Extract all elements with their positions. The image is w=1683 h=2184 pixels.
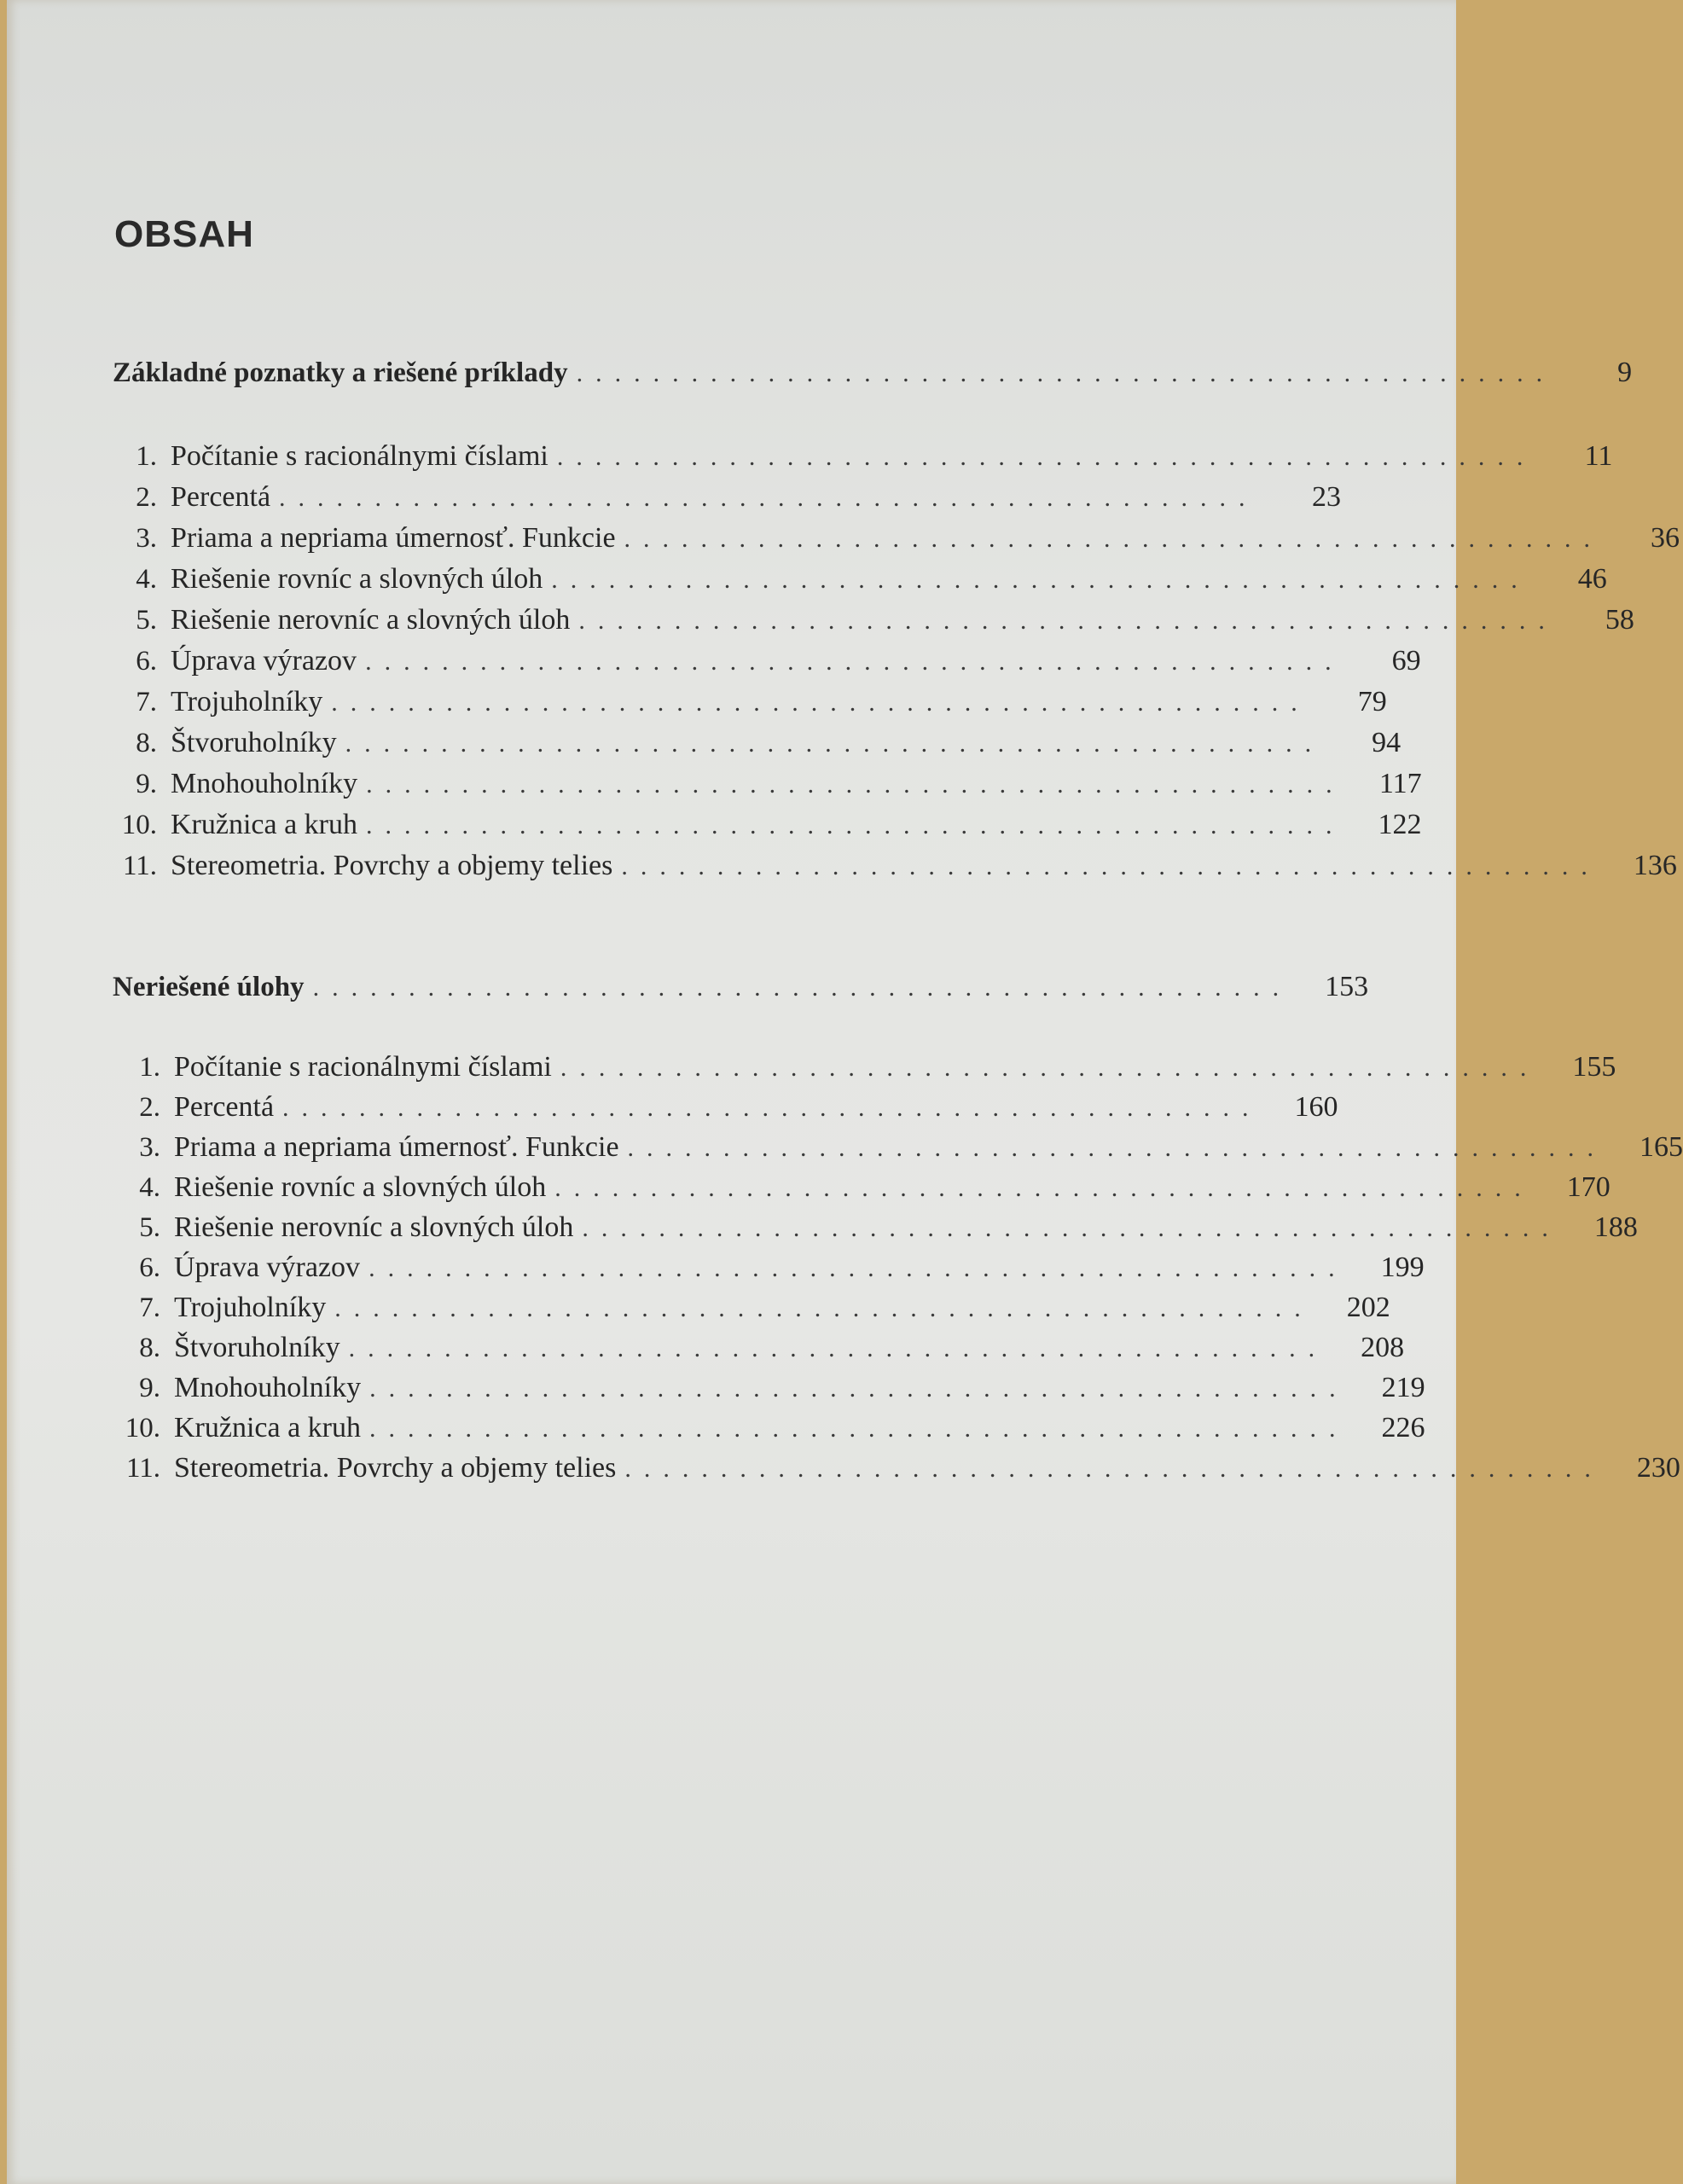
toc-page-number: 155 — [1572, 1051, 1616, 1083]
leader-dots: ................................................... — [576, 359, 1556, 387]
toc-entry — [116, 1091, 1336, 1129]
toc-entry-title: Priama a nepriama úmernosť. Funkcie — [174, 1131, 619, 1163]
toc-entry — [116, 1211, 1638, 1249]
toc-entry-number: 6. — [136, 646, 157, 677]
toc-entry-number: 2. — [139, 1092, 160, 1123]
toc-page-number: 219 — [1381, 1372, 1425, 1403]
toc-entry — [116, 1051, 1616, 1089]
leader-dots: ................................................... — [369, 1414, 1349, 1443]
leader-dots: ................................................... — [366, 770, 1345, 799]
toc-entry — [116, 1292, 1390, 1329]
toc-entry-title: Štvoruholníky — [171, 727, 337, 758]
toc-section-heading — [113, 971, 1369, 1008]
toc-entry-number: 9. — [136, 769, 157, 799]
toc-entry-title: Počítanie s racionálnymi číslami — [171, 440, 548, 472]
leader-dots: ................................................... — [621, 852, 1600, 880]
toc-page-number: 36 — [1651, 522, 1680, 554]
toc-entry — [116, 1131, 1683, 1169]
leader-dots: ................................................... — [348, 1334, 1328, 1362]
toc-entry — [116, 1252, 1425, 1289]
toc-entry-number: 1. — [136, 441, 157, 472]
toc-entry-number: 3. — [136, 523, 157, 554]
toc-entry-number: 8. — [139, 1333, 160, 1363]
toc-page-number: 208 — [1361, 1332, 1405, 1363]
toc-page-number: 136 — [1633, 850, 1677, 881]
toc-page-number: 188 — [1593, 1211, 1638, 1243]
leader-dots: ................................................... — [369, 1374, 1349, 1403]
toc-entry-number: 4. — [139, 1172, 160, 1203]
toc-entry-number: 2. — [136, 482, 157, 513]
toc-entry — [116, 1171, 1610, 1209]
toc-entry-title: Stereometria. Povrchy a objemy telies — [171, 850, 613, 881]
toc-entry-title: Mnohouholníky — [174, 1372, 362, 1403]
toc-entry-number: 7. — [139, 1292, 160, 1323]
leader-dots: ................................................... — [331, 688, 1310, 717]
toc-section-title: Základné poznatky a riešené príklady — [113, 357, 568, 388]
toc-entry — [113, 686, 1387, 723]
leader-dots: ................................................... — [365, 648, 1344, 676]
toc-entry — [116, 1452, 1680, 1490]
toc-entry-title: Percentá — [174, 1091, 275, 1123]
toc-entry-title: Stereometria. Povrchy a objemy telies — [174, 1452, 617, 1484]
toc-entry-title: Percentá — [171, 481, 271, 513]
leader-dots: ................................................... — [624, 1455, 1604, 1483]
toc-entry-title: Počítanie s racionálnymi číslami — [174, 1051, 552, 1083]
toc-entry-title: Mnohouholníky — [171, 768, 358, 799]
leader-dots: ................................................... — [624, 525, 1604, 553]
toc-entry-number: 1. — [139, 1052, 160, 1083]
toc-entry — [113, 850, 1677, 887]
toc-page-number: 153 — [1325, 971, 1369, 1002]
toc-entry-title: Trojuholníky — [174, 1292, 327, 1323]
toc-entry-number: 9. — [139, 1373, 160, 1403]
toc-section-title: Neriešené úlohy — [113, 972, 305, 1002]
toc-entry-number: 5. — [136, 605, 157, 636]
toc-entry — [113, 563, 1607, 601]
leader-dots: ................................................... — [312, 973, 1292, 1002]
toc-entry — [113, 522, 1680, 560]
toc-page-number: 230 — [1636, 1452, 1680, 1484]
leader-dots: ................................................... — [627, 1134, 1607, 1162]
leader-dots: ................................................... — [578, 607, 1558, 635]
toc-entry-number: 3. — [139, 1132, 160, 1163]
toc-page-number: 94 — [1372, 727, 1402, 758]
toc-entry — [113, 481, 1341, 519]
toc-entry-title: Riešenie nerovníc a slovných úloh — [174, 1211, 574, 1243]
leader-dots: ................................................... — [551, 566, 1530, 594]
toc-page-number: 202 — [1346, 1292, 1390, 1323]
toc-entry-number: 10. — [121, 810, 157, 840]
toc-entry-number: 6. — [139, 1252, 160, 1283]
toc-entry-title: Riešenie nerovníc a slovných úloh — [171, 604, 571, 636]
toc-entry-title: Úprava výrazov — [174, 1252, 361, 1283]
toc-entry — [113, 645, 1421, 682]
toc-entry-title: Kružnica a kruh — [174, 1412, 362, 1443]
toc-entry-number: 11. — [125, 1453, 160, 1484]
page-title: OBSAH — [114, 213, 254, 255]
toc-page-number: 58 — [1605, 604, 1634, 636]
toc-page-number: 170 — [1566, 1171, 1610, 1203]
leader-dots: ................................................... — [369, 1254, 1348, 1282]
toc-entry-number: 11. — [122, 851, 157, 881]
toc-entry-number: 5. — [139, 1212, 160, 1243]
toc-entry-title: Úprava výrazov — [171, 645, 357, 677]
toc-entry-number: 8. — [136, 728, 157, 758]
toc-page-number: 117 — [1378, 768, 1422, 799]
toc-page-number: 165 — [1639, 1131, 1683, 1163]
leader-dots: ................................................... — [279, 484, 1258, 512]
toc-entry — [116, 1412, 1425, 1449]
toc-page-number: 46 — [1577, 563, 1607, 595]
toc-entry — [113, 768, 1422, 805]
leader-dots: ................................................... — [560, 1054, 1540, 1082]
toc-page-number: 69 — [1391, 645, 1421, 677]
leader-dots: ................................................... — [556, 443, 1536, 471]
toc-entry-number: 7. — [136, 687, 157, 717]
toc-entry-title: Priama a nepriama úmernosť. Funkcie — [171, 522, 616, 554]
leader-dots: ................................................... — [282, 1094, 1262, 1122]
toc-entry-title: Riešenie rovníc a slovných úloh — [171, 563, 543, 595]
toc-entry — [116, 1332, 1405, 1369]
toc-page-number: 11 — [1584, 440, 1613, 472]
leader-dots: ................................................... — [345, 729, 1325, 758]
toc-entry — [113, 809, 1422, 846]
toc-page-number: 122 — [1378, 809, 1422, 840]
toc-page-number: 23 — [1312, 481, 1341, 513]
toc-entry-number: 4. — [136, 564, 157, 595]
leader-dots: ................................................... — [554, 1174, 1534, 1202]
toc-entry-title: Trojuholníky — [171, 686, 323, 717]
book-page — [7, 0, 1683, 2184]
toc-entry-title: Kružnica a kruh — [171, 809, 358, 840]
toc-entry-number: 10. — [125, 1413, 160, 1443]
leader-dots: ................................................... — [334, 1294, 1314, 1322]
toc-page-number: 199 — [1380, 1252, 1425, 1283]
toc-entry — [113, 440, 1613, 478]
leader-dots: ................................................... — [366, 811, 1345, 839]
toc-page-number: 9 — [1617, 357, 1633, 388]
toc-entry — [113, 604, 1634, 642]
toc-entry — [116, 1372, 1425, 1409]
toc-page-number: 160 — [1294, 1091, 1338, 1123]
toc-page-number: 79 — [1357, 686, 1387, 717]
leader-dots: ................................................... — [582, 1214, 1561, 1242]
toc-entry-title: Riešenie rovníc a slovných úloh — [174, 1171, 547, 1203]
toc-section-heading — [113, 357, 1633, 394]
toc-entry-title: Štvoruholníky — [174, 1332, 340, 1363]
toc-page-number: 226 — [1381, 1412, 1425, 1443]
toc-entry — [113, 727, 1402, 764]
